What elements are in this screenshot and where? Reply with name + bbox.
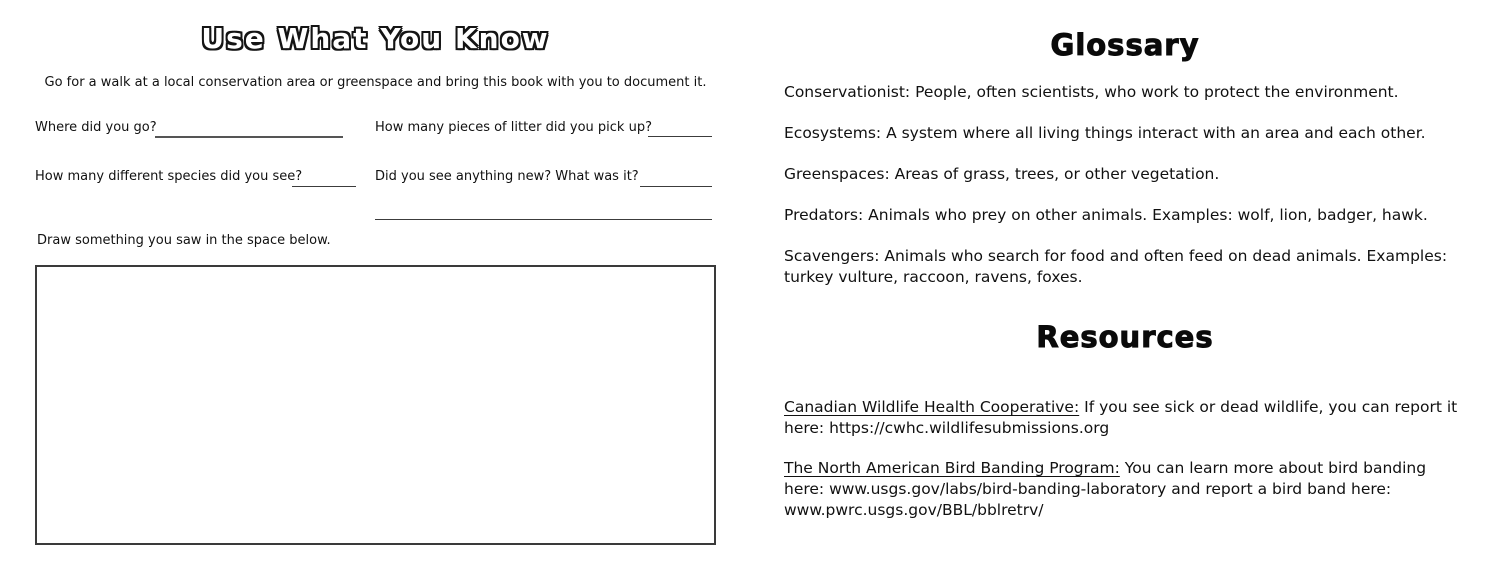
glossary-entry — [784, 205, 1466, 226]
question-anything-new-label: Did you see anything new? What was it? — [375, 169, 639, 184]
glossary-resources-page — [784, 0, 1466, 580]
answer-blank-species — [292, 186, 356, 187]
glossary-entry — [784, 123, 1466, 144]
answer-blank-where — [155, 136, 343, 138]
glossary-term: Ecosystems: — [784, 124, 882, 142]
resource-name: Canadian Wildlife Health Cooperative: — [784, 398, 1080, 416]
question-where-label: Where did you go? — [35, 120, 157, 135]
glossary-entry — [784, 82, 1466, 103]
answer-blank-anything-new-line2 — [375, 219, 712, 220]
glossary-term: Greenspaces: — [784, 165, 890, 183]
question-litter-label: How many pieces of litter did you pick up? — [375, 120, 652, 135]
glossary-definition: Areas of grass, trees, or other vegetation. — [894, 165, 1220, 183]
resource-item — [784, 397, 1466, 439]
resource-text: You can learn more about bird banding here: www.usgs.gov/labs/bird-banding-laboratory and report a bird band here: www.pwrc.usgs.gov/BBL/bblretrv/ — [784, 459, 1427, 519]
question-species-label: How many different species did you see? — [35, 169, 303, 184]
glossary-entry — [784, 246, 1466, 288]
answer-blank-litter — [648, 136, 712, 137]
glossary-definition: A system where all living things interact with an area and each other. — [886, 124, 1426, 142]
answer-blank-anything-new — [640, 186, 712, 187]
worksheet-page — [35, 0, 716, 580]
glossary-definition: Animals who prey on other animals. Examples: wolf, lion, badger, hawk. — [868, 206, 1428, 224]
glossary-term: Conservationist: — [784, 83, 911, 101]
resource-name: The North American Bird Banding Program: — [784, 459, 1120, 477]
drawing-area-box — [35, 265, 716, 545]
glossary-definition: People, often scientists, who work to protect the environment. — [915, 83, 1399, 101]
glossary-title: Glossary — [1050, 28, 1200, 62]
glossary-entry — [784, 164, 1466, 185]
draw-prompt-label: Draw something you saw in the space below. — [37, 233, 331, 248]
resource-text: If you see sick or dead wildlife, you can report it here: https://cwhc.wildlifesubmissions.org — [784, 398, 1458, 437]
glossary-term: Predators: — [784, 206, 864, 224]
worksheet-title: Use What You Know — [201, 22, 550, 55]
glossary-term: Scavengers: — [784, 247, 880, 265]
resource-item — [784, 458, 1466, 521]
resources-title: Resources — [1036, 320, 1214, 354]
glossary-definition: Animals who search for food and often feed on dead animals. Examples: turkey vulture, raccoon, ravens, foxes. — [784, 247, 1448, 286]
worksheet-instructions: Go for a walk at a local conservation area or greenspace and bring this book with you to document it. — [44, 75, 707, 90]
